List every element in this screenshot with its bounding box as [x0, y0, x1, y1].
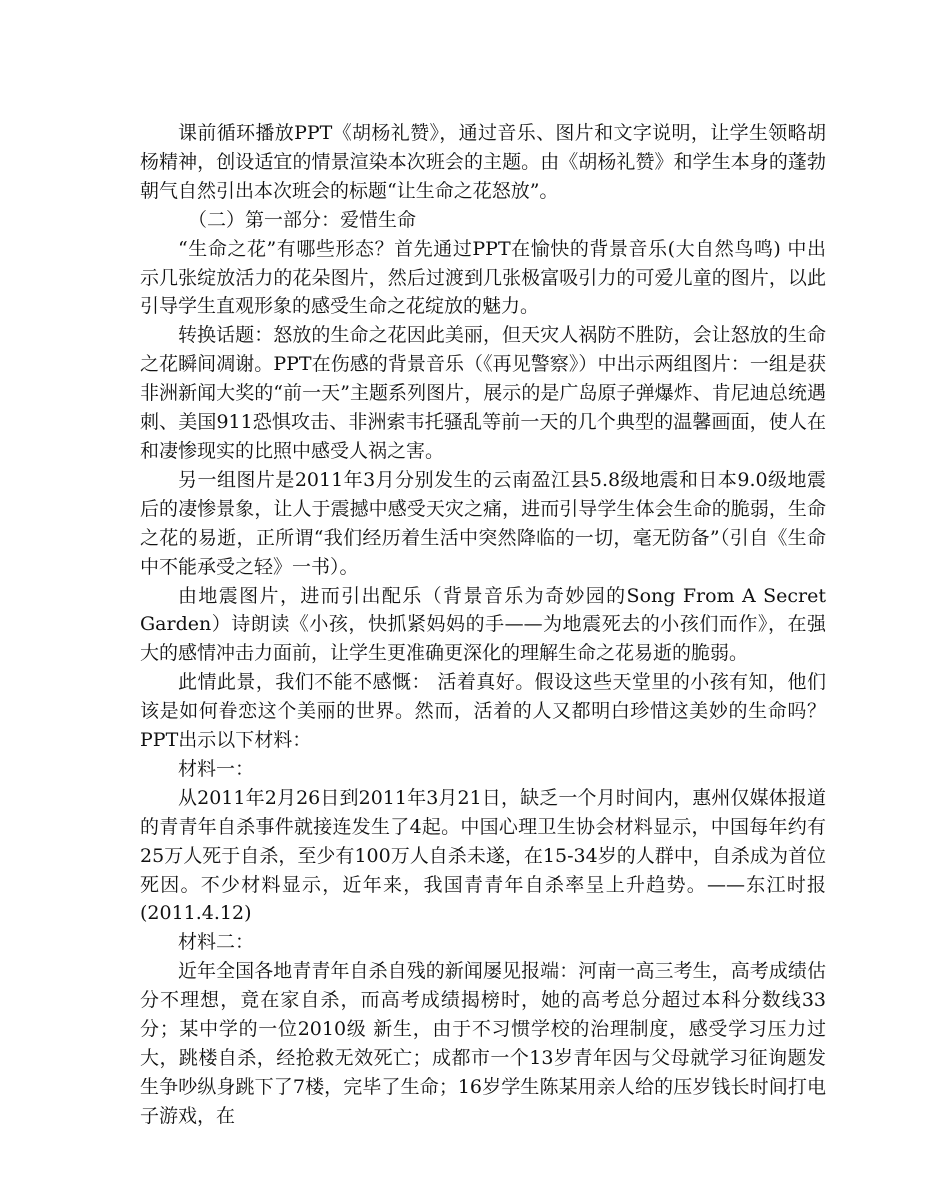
paragraph-earthquake: 另一组图片是2011年3月分别发生的云南盈江县5.8级地震和日本9.0级地震后的凄惨景象，让人于震撼中感受天灾之痛，进而引导学生体会生命的脆弱，生命之花的易逝，正所谓“我们经历着生活中突然降临的一切，毫无防备”（引自《生命中不能承受之轻》一书）。 [140, 468, 826, 578]
paragraph-flower-forms: “生命之花”有哪些形态？首先通过PPT在愉快的背景音乐(大自然鸟鸣) 中出示几张绽放活力的花朵图片，然后过渡到几张极富吸引力的可爱儿童的图片，以此引导学生直观形象的感受生命之花绽放的魅力。 [140, 237, 826, 318]
paragraph-poem: 由地震图片，进而引出配乐（背景音乐为奇妙园的Song From A Secret Garden）诗朗读《小孩，快抓紧妈妈的手——为地震死去的小孩们而作》，在强大的感情冲击力面前，让学生更准确更深化的理解生命之花易逝的脆弱。 [140, 584, 826, 665]
material-2-label: 材料二： [178, 931, 255, 954]
paragraph-topic-switch: 转换话题：怒放的生命之花因此美丽，但天灾人祸防不胜防，会让怒放的生命之花瞬间凋谢。PPT在伤感的背景音乐（《再见警察》）中出示两组图片：一组是获非洲新闻大奖的“前一天”主题系列图片，展示的是广岛原子弹爆炸、肯尼迪总统遇刺、美国911恐惧攻击、非洲索韦托骚乱等前一天的几个典型的温馨画面，使人在和凄惨现实的比照中感受人祸之害。 [140, 324, 826, 462]
document-body [140, 119, 826, 1131]
paragraph-material-1: 从2011年2月26日到2011年3月21日，缺乏一个月时间内，惠州仅媒体报道的青青年自杀事件就接连发生了4起。中国心理卫生协会材料显示，中国每年约有25万人死于自杀，至少有100万人自杀未遂，在15-34岁的人群中，自杀成为首位死因。不少材料显示，近年来，我国青青年自杀率呈上升趋势。——东江时报 (2011.4.12) [140, 786, 826, 925]
section-heading: （二）第一部分：爱惜生命 [188, 208, 417, 231]
paragraph-intro: 课前循环播放PPT《胡杨礼赞》，通过音乐、图片和文字说明，让学生领略胡杨精神，创设适宜的情景渲染本次班会的主题。由《胡杨礼赞》和学生本身的蓬勃朝气自然引出本次班会的标题“让生命之花怒放”。 [140, 122, 826, 202]
paragraph-material-2: 近年全国各地青青年自杀自残的新闻屡见报端：河南一高三考生，高考成绩估分不理想，竟在家自杀，而高考成绩揭榜时，她的高考总分超过本科分数线33分；某中学的一位2010级 新生，由于不习惯学校的治理制度，感受学习压力过大，跳楼自杀，经抢救无效死亡；成都市一个13岁青年因与父母就学习征询题发生争吵纵身跳下了7楼，完毕了生命；16岁学生陈某用亲人给的压岁钱长时间打电子游戏，在 [140, 960, 826, 1127]
material-1-label: 材料一： [178, 757, 255, 780]
paragraph-reflection: 此情此景，我们不能不感慨： 活着真好。假设这些天堂里的小孩有知，他们该是如何眷恋这个美丽的世界。然而，活着的人又都明白珍惜这美妙的生命吗？PPT出示以下材料： [140, 671, 826, 752]
